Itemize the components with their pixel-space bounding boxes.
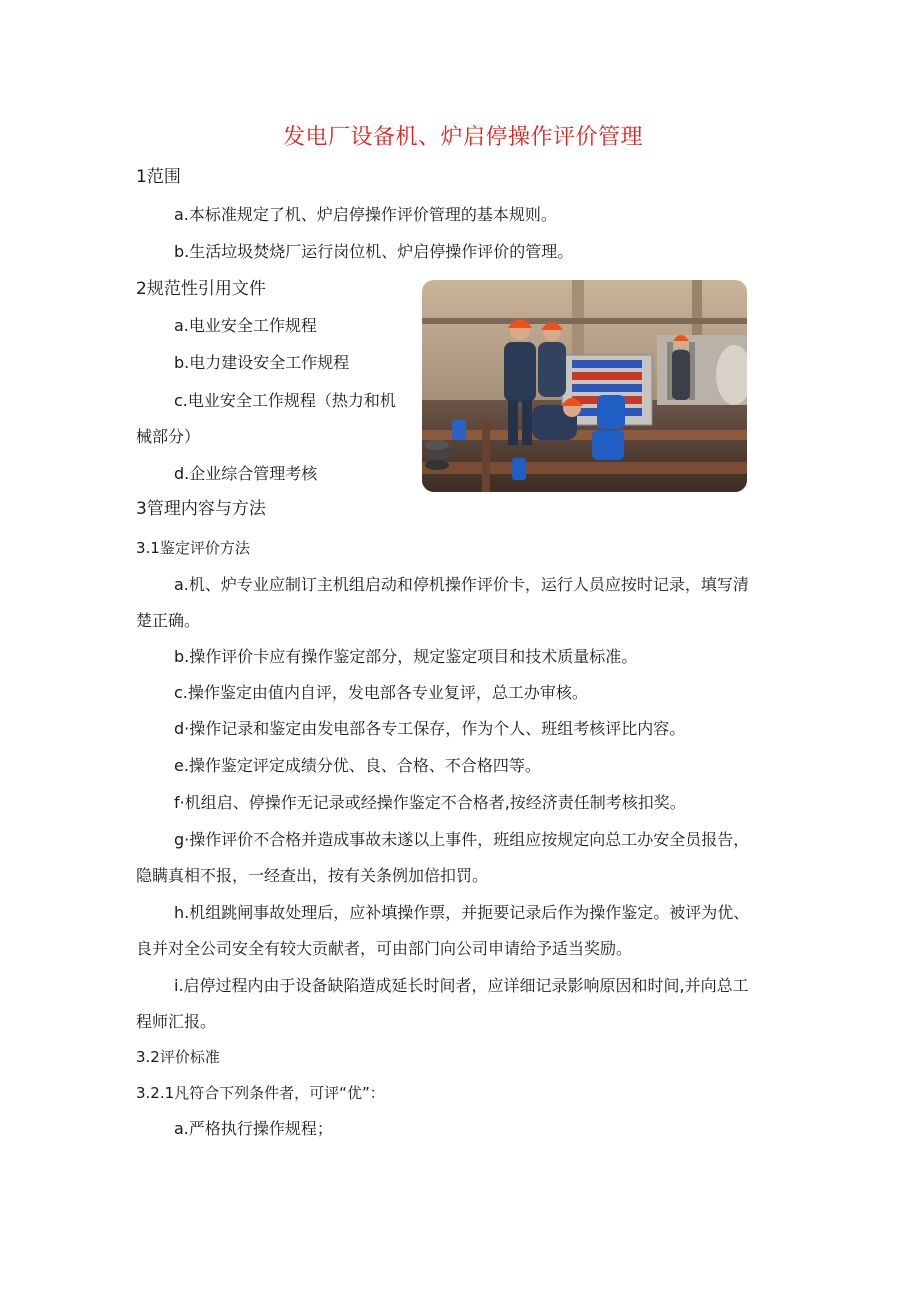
workers-photo <box>422 280 747 492</box>
document-title: 发电厂设备机、炉启停操作评价管理 <box>282 125 643 150</box>
section-3-1-item-i: i.启停过程内由于设备缺陷造成延长时间者，应详细记录影响原因和时间,并向总工 <box>174 976 749 995</box>
section-3-1-heading: 3.1鉴定评价方法 <box>136 539 250 557</box>
section-3-2-heading: 3.2评价标准 <box>136 1048 220 1066</box>
section-2-heading: 2规范性引用文件 <box>136 279 266 299</box>
section-2-item-b: b.电力建设安全工作规程 <box>174 353 350 372</box>
section-2-item-d: d.企业综合管理考核 <box>174 464 318 483</box>
section-3-1-item-e: e.操作鉴定评定成绩分优、良、合格、不合格四等。 <box>174 756 541 775</box>
section-3-2-1-heading: 3.2.1凡符合下列条件者，可评“优”： <box>136 1084 385 1102</box>
section-3-1-item-h-cont: 良并对全公司安全有较大贡献者，可由部门向公司申请给予适当奖励。 <box>136 939 633 958</box>
section-3-1-item-d: d·操作记录和鉴定由发电部各专工保存，作为个人、班组考核评比内容。 <box>174 719 686 738</box>
section-3-1-item-c: c.操作鉴定由值内自评，发电部各专业复评，总工办审核。 <box>174 683 588 702</box>
section-3-heading: 3管理内容与方法 <box>136 499 266 519</box>
section-2-item-a: a.电业安全工作规程 <box>174 316 317 335</box>
section-3-1-item-f: f·机组启、停操作无记录或经操作鉴定不合格者,按经济责任制考核扣奖。 <box>174 793 686 812</box>
section-3-1-item-h: h.机组跳闸事故处理后，应补填操作票，并扼要记录后作为操作鉴定。被评为优、 <box>174 903 750 922</box>
section-3-2-1-item-a: a.严格执行操作规程； <box>174 1119 333 1138</box>
section-2-item-c: c.电业安全工作规程（热力和机 <box>174 391 396 410</box>
section-2-item-c-cont: 械部分） <box>136 427 201 446</box>
section-3-1-item-b: b.操作评价卡应有操作鉴定部分，规定鉴定项目和技术质量标准。 <box>174 647 638 666</box>
section-1-item-a: a.本标准规定了机、炉启停操作评价管理的基本规则。 <box>174 205 557 224</box>
section-3-1-item-a: a.机、炉专业应制订主机组启动和停机操作评价卡，运行人员应按时记录，填写清 <box>174 575 749 594</box>
section-3-1-item-g: g·操作评价不合格并造成事故未遂以上事件，班组应按规定向总工办安全员报告， <box>174 830 750 849</box>
section-3-1-item-a-cont: 楚正确。 <box>136 611 201 630</box>
section-3-1-item-i-cont: 程师汇报。 <box>136 1012 217 1031</box>
section-1-heading: 1范围 <box>136 167 181 187</box>
section-3-1-item-g-cont: 隐瞒真相不报，一经查出，按有关条例加倍扣罚。 <box>136 866 489 885</box>
section-1-item-b: b.生活垃圾焚烧厂运行岗位机、炉启停操作评价的管理。 <box>174 242 574 261</box>
